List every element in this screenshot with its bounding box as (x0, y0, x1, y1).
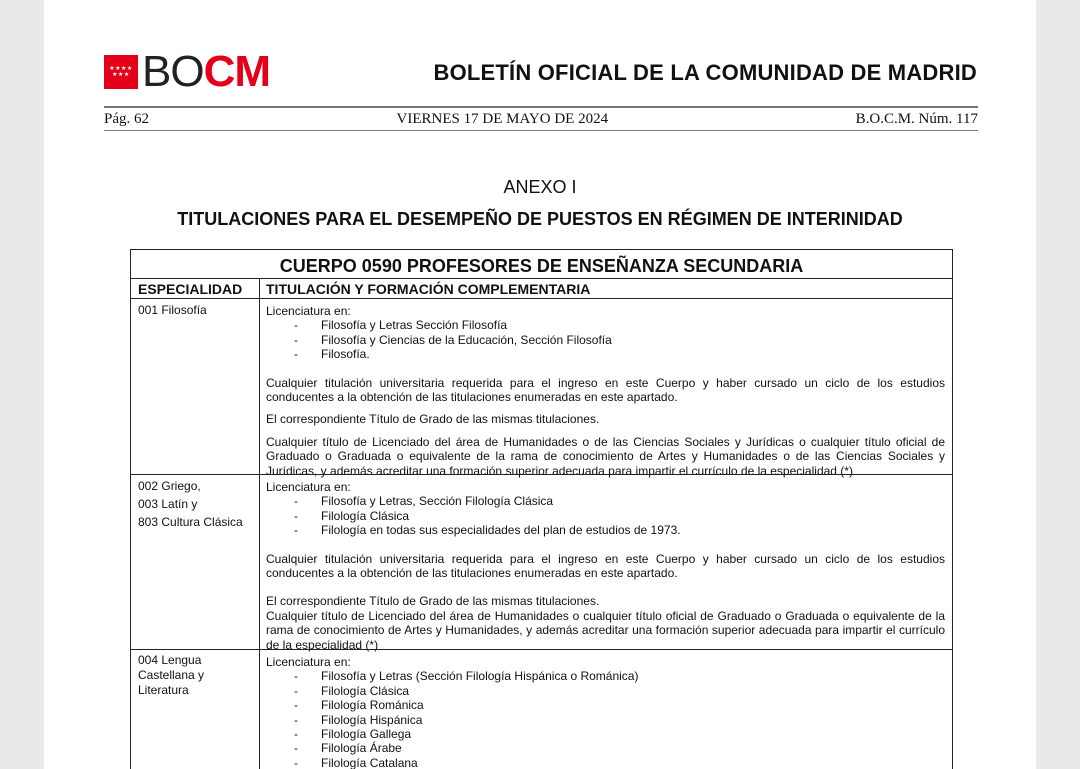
titulacion-cell: Licenciatura en: - Filosofía y Letras, Sección Filología Clásica - Filología Clásica - Filología en todas sus especialidades del plan de estudios de 1973. Cualquier titulación universitaria requerida para el ingreso en este Cuerpo y haber cursado un ciclo de los estudios conducentes a la obtención de las titulaciones enumeradas en este apartado. El correspondiente Título de Grado de las mismas titulaciones. Cualquier título de Licenciado del área de Humanidades o cualquier título oficial de Graduado o Graduada o equivalente de la rama de conocimiento de Artes y Humanidades, y además acreditar una formación superior adecuada para impartir el currículo de la especialidad (*) (266, 480, 945, 652)
list-item: - Filosofía y Letras, Sección Filología Clásica (266, 494, 945, 508)
paragraph: Cualquier titulación universitaria requerida para el ingreso en este Cuerpo y haber cursado un ciclo de los estudios conducentes a la obtención de las titulaciones enumeradas en este apartado. (266, 551, 945, 581)
journal-title: BOLETÍN OFICIAL DE LA COMUNIDAD DE MADRID (433, 60, 977, 85)
especialidad-cell: 004 Lengua Castellana y Literatura (138, 653, 205, 697)
annex-title: ANEXO I (503, 177, 577, 197)
header-row-divider (131, 298, 952, 299)
issue-number: B.O.C.M. Núm. 117 (855, 111, 978, 127)
issue-date: VIERNES 17 DE MAYO DE 2024 (396, 111, 609, 127)
especialidad-cell: 001 Filosofía (138, 303, 207, 317)
section-title: TITULACIONES PARA EL DESEMPEÑO DE PUESTOS EN RÉGIMEN DE INTERINIDAD (177, 209, 903, 229)
list-item: - Filología Clásica (266, 509, 945, 523)
list-item: - Filosofía y Letras Sección Filosofía (266, 318, 945, 332)
paragraph: Cualquier título de Licenciado del área de Humanidades o cualquier título oficial de Graduado o Graduada o equivalente de la rama de conocimiento de Artes y Humanidades, y además acreditar una formación superior adecuada para impartir el currículo de la especialidad (*) (266, 608, 945, 652)
list-item: - Filosofía y Letras (Sección Filología Hispánica o Románica) (266, 669, 945, 683)
degree-list (266, 669, 945, 769)
titulacion-cell: Licenciatura en: - Filosofía y Letras Sección Filosofía - Filosofía y Ciencias de la Educación, Sección Filosofía - Filosofía. Cualquier titulación universitaria requerida para el ingreso en este Cuerpo y haber cursado un ciclo de los estudios conducentes a la obtención de las titulaciones enumeradas en este apartado. El correspondiente Título de Grado de las mismas titulaciones. Cualquier título de Licenciado del área de Humanidades o de las Ciencias Sociales y Jurídicas o cualquier título oficial de Graduado o Graduada o equivalente de la rama de conocimiento de Artes y Humanidades o de las Ciencias Sociales y Jurídicas, y además acreditar una formación superior adecuada para impartir el currículo de la especialidad (*) (266, 304, 945, 478)
column-header-titulacion: TITULACIÓN Y FORMACIÓN COMPLEMENTARIA (266, 281, 591, 297)
row-divider (131, 649, 952, 650)
list-item: - Filología Hispánica (266, 713, 945, 727)
list-item: - Filología Clásica (266, 684, 945, 698)
logo-wordmark: BOCM (142, 47, 271, 96)
paragraph: El correspondiente Título de Grado de las mismas titulaciones. (266, 594, 600, 609)
especialidad-cell: 002 Griego, 003 Latín y 803 Cultura Clásica (138, 479, 243, 529)
cuerpo-heading: CUERPO 0590 PROFESORES DE ENSEÑANZA SECUNDARIA (131, 250, 952, 279)
degree-list (266, 318, 945, 361)
list-item: - Filología Gallega (266, 727, 945, 741)
madrid-flag-icon: ★★★★ ★★★ (104, 55, 138, 89)
paragraph: Cualquier título de Licenciado del área de Humanidades o de las Ciencias Sociales y Jurídicas o cualquier título oficial de Graduado o Graduada o equivalente de la rama de conocimiento de Artes y Humanidades o de las Ciencias Sociales y Jurídicas, y además acreditar una formación superior adecuada para impartir el currículo de la especialidad (*) (266, 434, 945, 478)
list-item: - Filología en todas sus especialidades del plan de estudios de 1973. (266, 523, 945, 537)
row-divider (131, 474, 952, 475)
titulacion-cell: Licenciatura en: - Filosofía y Letras (Sección Filología Hispánica o Románica) - Filología Clásica - Filología Románica - Filología Hispánica - Filología Gallega - Filología Árabe - Filología Catalana (266, 655, 945, 769)
paragraph: El correspondiente Título de Grado de las mismas titulaciones. (266, 412, 600, 427)
list-item: - Filología Árabe (266, 741, 945, 755)
bocm-logo (104, 47, 271, 96)
list-item: - Filología Catalana (266, 756, 945, 769)
degree-list (266, 494, 945, 537)
document-page (44, 0, 1036, 769)
list-item: - Filosofía y Ciencias de la Educación, Sección Filosofía (266, 333, 945, 347)
column-divider (259, 278, 260, 769)
column-header-especialidad: ESPECIALIDAD (138, 281, 243, 297)
header-meta (104, 111, 978, 131)
header-rule (104, 106, 978, 108)
page-number: Pág. 62 (104, 111, 149, 127)
titulaciones-table (130, 249, 953, 769)
header-rule-bottom (104, 130, 978, 131)
list-item: - Filología Románica (266, 698, 945, 712)
list-item: - Filosofía. (266, 347, 945, 361)
paragraph: Cualquier titulación universitaria requerida para el ingreso en este Cuerpo y haber cursado un ciclo de los estudios conducentes a la obtención de las titulaciones enumeradas en este apartado. (266, 375, 945, 405)
